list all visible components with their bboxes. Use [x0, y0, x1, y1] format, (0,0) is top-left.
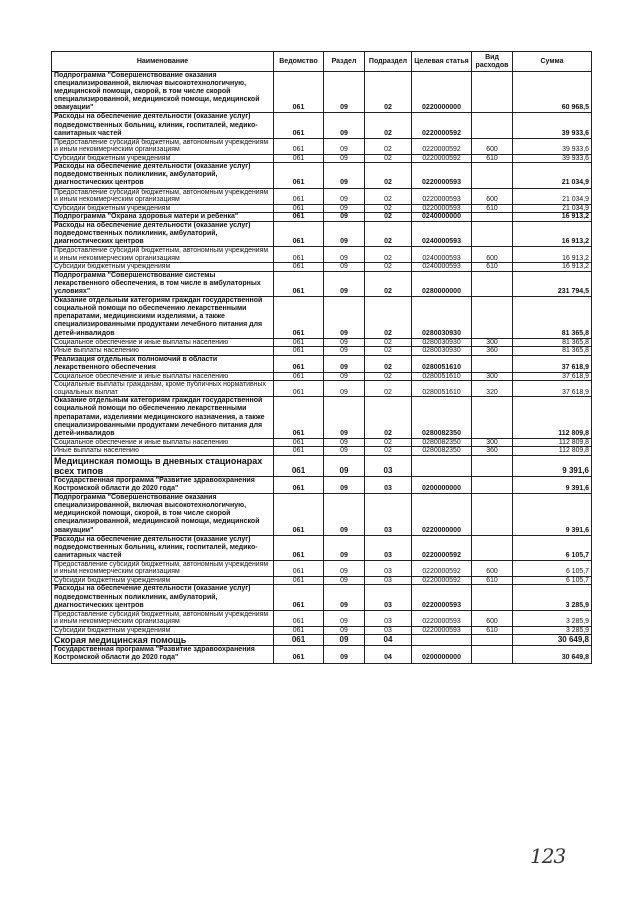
cell-name: Подпрограмма "Совершенствование системы лекарственного обеспечения, в том числе в амбулаторных условиях": [52, 271, 274, 296]
cell-amount: 16 913,2: [513, 222, 592, 247]
cell-section: 09: [324, 477, 365, 494]
cell-name: Социальное обеспечение и иные выплаты населению: [52, 372, 274, 381]
cell-exptype: 610: [472, 626, 513, 635]
cell-target: 0220000592: [412, 154, 472, 163]
cell-subsection: 03: [365, 560, 412, 576]
cell-target: 0280051610: [412, 381, 472, 397]
cell-exptype: [472, 72, 513, 113]
cell-target: 0220000592: [412, 535, 472, 560]
cell-subsection: 03: [365, 455, 412, 476]
cell-name: Субсидии бюджетным учреждениям: [52, 204, 274, 213]
cell-section: 09: [324, 381, 365, 397]
cell-section: 09: [324, 585, 365, 610]
cell-amount: 81 365,8: [513, 347, 592, 356]
cell-amount: 112 809,8: [513, 447, 592, 456]
cell-amount: 231 794,5: [513, 271, 592, 296]
cell-amount: 16 913,2: [513, 213, 592, 222]
cell-amount: 3 285,9: [513, 585, 592, 610]
cell-exptype: [472, 113, 513, 138]
table-row: [52, 610, 592, 626]
cell-name: Расходы на обеспечение деятельности (оказание услуг) подведомственных больниц, клиник, госпиталей, медико-санитарных частей: [52, 535, 274, 560]
cell-exptype: 300: [472, 372, 513, 381]
cell-dept: 061: [274, 535, 324, 560]
cell-exptype: [472, 355, 513, 372]
table-row: [52, 338, 592, 347]
cell-amount: 39 933,6: [513, 113, 592, 138]
cell-dept: 061: [274, 447, 324, 456]
table-row: [52, 271, 592, 296]
cell-dept: 061: [274, 477, 324, 494]
cell-exptype: 610: [472, 204, 513, 213]
cell-target: 0220000593: [412, 626, 472, 635]
cell-target: 0200000000: [412, 646, 472, 663]
table-body: [52, 72, 592, 664]
table-row: [52, 163, 592, 188]
cell-target: 0220000593: [412, 585, 472, 610]
cell-name: Реализация отдельных полномочий в области лекарственного обеспечения: [52, 355, 274, 372]
cell-exptype: [472, 397, 513, 438]
cell-exptype: 610: [472, 576, 513, 585]
cell-target: 0280030930: [412, 297, 472, 338]
cell-target: 0280082350: [412, 447, 472, 456]
cell-name: Оказание отдельным категориям граждан государственной социальной помощи по обеспечению лекарственными препаратами, медицинскими изделиями, а также специализированными продуктами лечебного питания для детей-инвалидов: [52, 297, 274, 338]
cell-subsection: 02: [365, 381, 412, 397]
cell-section: 09: [324, 576, 365, 585]
cell-amount: 9 391,6: [513, 455, 592, 476]
cell-section: 09: [324, 447, 365, 456]
cell-dept: 061: [274, 372, 324, 381]
cell-dept: 061: [274, 222, 324, 247]
cell-amount: 81 365,8: [513, 297, 592, 338]
cell-subsection: 03: [365, 576, 412, 585]
cell-name: Субсидии бюджетным учреждениям: [52, 576, 274, 585]
cell-name: Предоставление субсидий бюджетным, автономным учреждениям и иным некоммерческим организациям: [52, 188, 274, 204]
cell-exptype: [472, 646, 513, 663]
table-row: [52, 560, 592, 576]
cell-exptype: [472, 635, 513, 646]
cell-target: 0280000000: [412, 271, 472, 296]
cell-section: 09: [324, 154, 365, 163]
cell-name: Скорая медицинская помощь: [52, 635, 274, 646]
cell-target: 0220000593: [412, 610, 472, 626]
cell-subsection: 02: [365, 138, 412, 154]
cell-target: 0200000000: [412, 477, 472, 494]
cell-amount: 6 105,7: [513, 576, 592, 585]
cell-dept: 061: [274, 494, 324, 535]
table-row: [52, 355, 592, 372]
cell-section: 09: [324, 560, 365, 576]
cell-name: Социальные выплаты гражданам, кроме публичных нормативных социальных выплат: [52, 381, 274, 397]
cell-dept: 061: [274, 154, 324, 163]
cell-exptype: 320: [472, 381, 513, 397]
cell-exptype: 360: [472, 447, 513, 456]
cell-section: 09: [324, 455, 365, 476]
cell-dept: 061: [274, 247, 324, 263]
cell-section: 09: [324, 163, 365, 188]
cell-dept: 061: [274, 455, 324, 476]
cell-dept: 061: [274, 576, 324, 585]
cell-section: 09: [324, 222, 365, 247]
cell-subsection: 03: [365, 535, 412, 560]
cell-target: 0240000593: [412, 247, 472, 263]
cell-exptype: 610: [472, 154, 513, 163]
cell-subsection: 02: [365, 338, 412, 347]
cell-dept: 061: [274, 355, 324, 372]
cell-name: Социальное обеспечение и иные выплаты населению: [52, 438, 274, 447]
table-row: [52, 247, 592, 263]
cell-exptype: 360: [472, 347, 513, 356]
cell-exptype: 600: [472, 247, 513, 263]
cell-target: 0280030930: [412, 347, 472, 356]
cell-dept: 061: [274, 635, 324, 646]
cell-section: 09: [324, 204, 365, 213]
cell-subsection: 02: [365, 297, 412, 338]
cell-subsection: 03: [365, 626, 412, 635]
cell-section: 09: [324, 347, 365, 356]
cell-dept: 061: [274, 347, 324, 356]
cell-amount: 39 933,6: [513, 154, 592, 163]
cell-dept: 061: [274, 163, 324, 188]
cell-amount: 37 618,9: [513, 355, 592, 372]
cell-target: 0220000592: [412, 138, 472, 154]
cell-name: Социальное обеспечение и иные выплаты населению: [52, 338, 274, 347]
cell-dept: 061: [274, 213, 324, 222]
cell-amount: 16 913,2: [513, 247, 592, 263]
cell-name: Подпрограмма "Совершенствование оказания специализированной, включая высокотехнологичную, медицинской помощи, скорой, в том числе скорой специализированной, медицинской помощи, медицинской эвакуации": [52, 494, 274, 535]
header-amount: Сумма: [513, 52, 592, 72]
cell-name: Расходы на обеспечение деятельности (оказание услуг) подведомственных больниц, клиник, госпиталей, медико-санитарных частей: [52, 113, 274, 138]
table-row: [52, 72, 592, 113]
cell-target: 0240000000: [412, 213, 472, 222]
cell-dept: 061: [274, 646, 324, 663]
cell-name: Расходы на обеспечение деятельности (оказание услуг) подведомственных поликлиник, амбулаторий, диагностических центров: [52, 163, 274, 188]
cell-section: 09: [324, 635, 365, 646]
cell-subsection: 02: [365, 263, 412, 272]
cell-section: 09: [324, 355, 365, 372]
cell-target: 0220000592: [412, 576, 472, 585]
header-exptype: Вид расходов: [472, 52, 513, 72]
cell-exptype: [472, 213, 513, 222]
cell-dept: 061: [274, 297, 324, 338]
cell-section: 09: [324, 213, 365, 222]
cell-exptype: 600: [472, 138, 513, 154]
cell-section: 09: [324, 372, 365, 381]
cell-amount: 6 105,7: [513, 560, 592, 576]
cell-name: Субсидии бюджетным учреждениям: [52, 626, 274, 635]
cell-exptype: [472, 455, 513, 476]
cell-name: Субсидии бюджетным учреждениям: [52, 154, 274, 163]
cell-subsection: 04: [365, 635, 412, 646]
cell-amount: 112 809,8: [513, 438, 592, 447]
cell-amount: 30 649,8: [513, 635, 592, 646]
cell-amount: 21 034,9: [513, 163, 592, 188]
cell-exptype: [472, 494, 513, 535]
cell-target: 0220000000: [412, 72, 472, 113]
cell-subsection: 02: [365, 163, 412, 188]
table-row: [52, 438, 592, 447]
cell-section: 09: [324, 297, 365, 338]
cell-name: Государственная программа "Развитие здравоохранения Костромской области до 2020 года": [52, 646, 274, 663]
cell-name: Расходы на обеспечение деятельности (оказание услуг) подведомственных поликлиник, амбулаторий, диагностических центров: [52, 222, 274, 247]
cell-dept: 061: [274, 381, 324, 397]
cell-dept: 061: [274, 585, 324, 610]
cell-target: 0280030930: [412, 338, 472, 347]
cell-amount: 60 968,5: [513, 72, 592, 113]
cell-amount: 16 913,2: [513, 263, 592, 272]
cell-amount: 6 105,7: [513, 535, 592, 560]
table-row: [52, 397, 592, 438]
cell-amount: 37 618,9: [513, 372, 592, 381]
cell-exptype: 600: [472, 610, 513, 626]
cell-subsection: 02: [365, 204, 412, 213]
cell-exptype: [472, 477, 513, 494]
cell-name: Предоставление субсидий бюджетным, автономным учреждениям и иным некоммерческим организациям: [52, 560, 274, 576]
cell-name: Государственная программа "Развитие здравоохранения Костромской области до 2020 года": [52, 477, 274, 494]
cell-amount: 9 391,6: [513, 477, 592, 494]
cell-section: 09: [324, 494, 365, 535]
table-row: [52, 138, 592, 154]
table-row: [52, 188, 592, 204]
table-row: [52, 535, 592, 560]
table-row: [52, 372, 592, 381]
cell-subsection: 02: [365, 447, 412, 456]
cell-subsection: 03: [365, 610, 412, 626]
cell-exptype: 610: [472, 263, 513, 272]
cell-subsection: 02: [365, 222, 412, 247]
cell-name: Подпрограмма "Совершенствование оказания специализированной, включая высокотехнологичную, медицинской помощи, скорой, в том числе скорой специализированной, медицинской помощи, медицинской эвакуации": [52, 72, 274, 113]
cell-exptype: 300: [472, 438, 513, 447]
cell-name: Предоставление субсидий бюджетным, автономным учреждениям и иным некоммерческим организациям: [52, 138, 274, 154]
cell-exptype: 600: [472, 188, 513, 204]
cell-exptype: 600: [472, 560, 513, 576]
cell-section: 09: [324, 271, 365, 296]
cell-dept: 061: [274, 204, 324, 213]
table-row: [52, 263, 592, 272]
cell-target: 0220000000: [412, 494, 472, 535]
cell-subsection: 02: [365, 397, 412, 438]
cell-dept: 061: [274, 610, 324, 626]
cell-exptype: [472, 163, 513, 188]
cell-section: 09: [324, 247, 365, 263]
budget-sheet: [51, 51, 592, 664]
page-number: 123: [530, 844, 566, 868]
cell-subsection: 03: [365, 585, 412, 610]
table-row: [52, 635, 592, 646]
cell-name: Расходы на обеспечение деятельности (оказание услуг) подведомственных поликлиник, амбулаторий, диагностических центров: [52, 585, 274, 610]
cell-name: Иные выплаты населению: [52, 447, 274, 456]
header-dept: Ведомство: [274, 52, 324, 72]
cell-name: Иные выплаты населению: [52, 347, 274, 356]
cell-section: 09: [324, 535, 365, 560]
cell-subsection: 02: [365, 72, 412, 113]
table-row: [52, 585, 592, 610]
cell-exptype: [472, 585, 513, 610]
cell-subsection: 03: [365, 477, 412, 494]
cell-target: 0220000592: [412, 560, 472, 576]
cell-amount: 39 933,6: [513, 138, 592, 154]
cell-amount: 30 649,8: [513, 646, 592, 663]
table-row: [52, 222, 592, 247]
cell-dept: 061: [274, 271, 324, 296]
cell-name: Предоставление субсидий бюджетным, автономным учреждениям и иным некоммерческим организациям: [52, 247, 274, 263]
cell-target: 0280051610: [412, 355, 472, 372]
cell-dept: 061: [274, 338, 324, 347]
cell-target: 0220000592: [412, 113, 472, 138]
cell-section: 09: [324, 610, 365, 626]
cell-amount: 21 034,9: [513, 188, 592, 204]
cell-exptype: [472, 271, 513, 296]
cell-name: Подпрограмма "Охрана здоровья матери и ребенка": [52, 213, 274, 222]
cell-section: 09: [324, 626, 365, 635]
cell-amount: 3 285,9: [513, 626, 592, 635]
cell-subsection: 02: [365, 271, 412, 296]
cell-section: 09: [324, 438, 365, 447]
cell-amount: 37 618,9: [513, 381, 592, 397]
cell-section: 09: [324, 338, 365, 347]
cell-subsection: 02: [365, 438, 412, 447]
cell-amount: 81 365,8: [513, 338, 592, 347]
header-row: [52, 52, 592, 72]
header-target: Целевая статья: [412, 52, 472, 72]
cell-subsection: 02: [365, 347, 412, 356]
cell-target: 0220000593: [412, 204, 472, 213]
budget-table: [51, 51, 592, 664]
table-row: [52, 297, 592, 338]
table-row: [52, 494, 592, 535]
cell-name: Оказание отдельным категориям граждан государственной социальной помощи по обеспечению лекарственными препаратами, изделиями медицинского назначения, а также специализированными продуктами лечебного питания для детей-инвалидов: [52, 397, 274, 438]
cell-section: 09: [324, 646, 365, 663]
cell-subsection: 02: [365, 372, 412, 381]
cell-section: 09: [324, 263, 365, 272]
cell-target: 0240000593: [412, 222, 472, 247]
cell-target: 0280082350: [412, 397, 472, 438]
table-row: [52, 646, 592, 663]
cell-target: 0220000593: [412, 163, 472, 188]
table-row: [52, 381, 592, 397]
cell-subsection: 02: [365, 154, 412, 163]
cell-section: 09: [324, 138, 365, 154]
cell-subsection: 03: [365, 494, 412, 535]
cell-amount: 112 809,8: [513, 397, 592, 438]
table-row: [52, 113, 592, 138]
cell-amount: 9 391,6: [513, 494, 592, 535]
cell-dept: 061: [274, 438, 324, 447]
cell-section: 09: [324, 113, 365, 138]
cell-target: 0280082350: [412, 438, 472, 447]
cell-exptype: [472, 222, 513, 247]
cell-dept: 061: [274, 113, 324, 138]
table-row: [52, 576, 592, 585]
cell-target: 0240000593: [412, 263, 472, 272]
cell-dept: 061: [274, 263, 324, 272]
cell-amount: 21 034,9: [513, 204, 592, 213]
table-row: [52, 447, 592, 456]
header-section: Раздел: [324, 52, 365, 72]
cell-dept: 061: [274, 397, 324, 438]
cell-target: [412, 455, 472, 476]
cell-name: Субсидии бюджетным учреждениям: [52, 263, 274, 272]
cell-dept: 061: [274, 626, 324, 635]
cell-subsection: 02: [365, 247, 412, 263]
cell-dept: 061: [274, 188, 324, 204]
cell-subsection: 02: [365, 113, 412, 138]
cell-subsection: 02: [365, 355, 412, 372]
cell-exptype: 300: [472, 338, 513, 347]
table-row: [52, 626, 592, 635]
cell-exptype: [472, 535, 513, 560]
cell-target: 0280051610: [412, 372, 472, 381]
cell-name: Медицинская помощь в дневных стационарах всех типов: [52, 455, 274, 476]
cell-target: 0220000593: [412, 188, 472, 204]
header-name: Наименование: [52, 52, 274, 72]
table-row: [52, 213, 592, 222]
cell-subsection: 02: [365, 213, 412, 222]
cell-name: Предоставление субсидий бюджетным, автономным учреждениям и иным некоммерческим организациям: [52, 610, 274, 626]
cell-subsection: 02: [365, 188, 412, 204]
header-subsection: Подраздел: [365, 52, 412, 72]
cell-section: 09: [324, 188, 365, 204]
table-row: [52, 477, 592, 494]
table-row: [52, 455, 592, 476]
cell-exptype: [472, 297, 513, 338]
table-row: [52, 154, 592, 163]
cell-dept: 061: [274, 72, 324, 113]
table-row: [52, 347, 592, 356]
table-row: [52, 204, 592, 213]
cell-section: 09: [324, 72, 365, 113]
cell-section: 09: [324, 397, 365, 438]
cell-amount: 3 285,9: [513, 610, 592, 626]
cell-target: [412, 635, 472, 646]
cell-dept: 061: [274, 560, 324, 576]
cell-subsection: 04: [365, 646, 412, 663]
cell-dept: 061: [274, 138, 324, 154]
